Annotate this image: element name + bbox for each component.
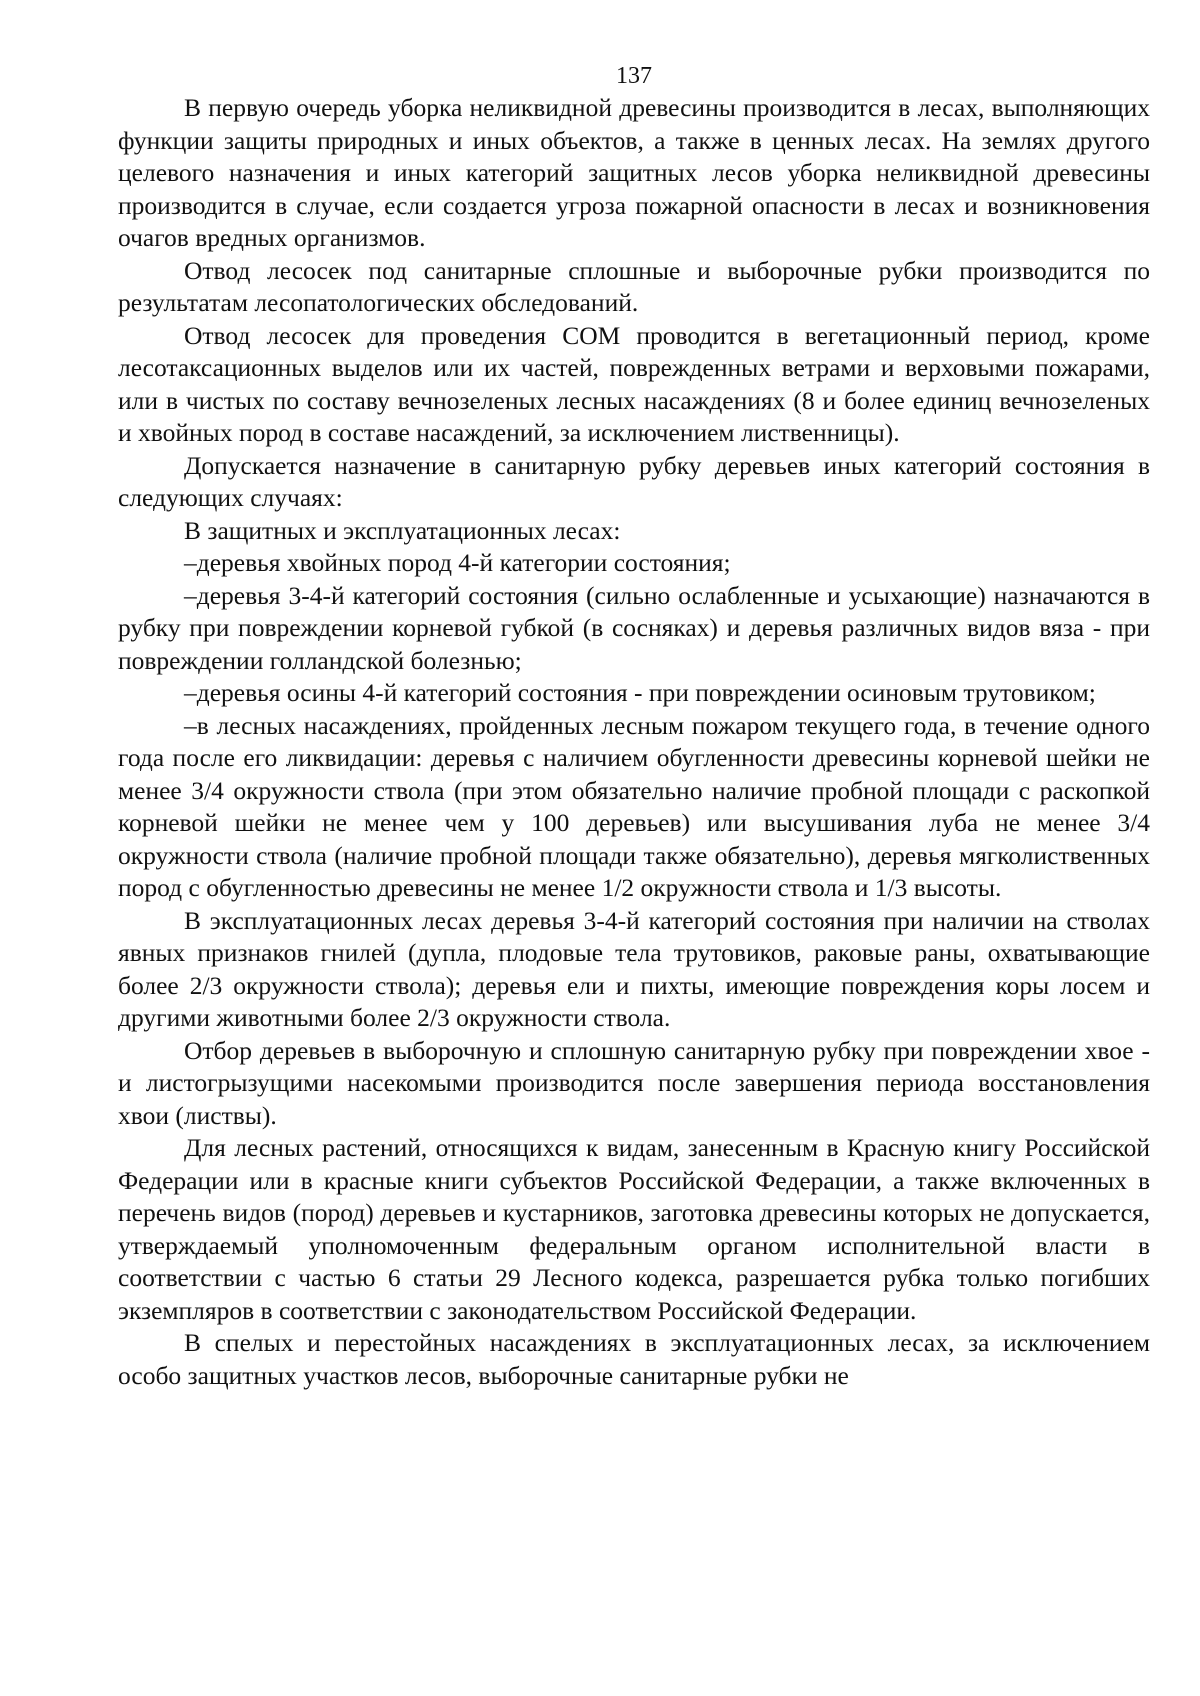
paragraph-9: В спелых и перестойных насаждениях в эксплуатационных лесах, за исключением особо защитных участков лесов, выборочные санитарные рубки не [118, 1328, 1150, 1390]
paragraph-4: Допускается назначение в санитарную рубку деревьев иных категорий состояния в следующих случаях: [118, 450, 1150, 512]
page-number: 137 [616, 63, 652, 89]
list-item-3: –деревья осины 4-й категорий состояния - при повреждении осиновым трутовиком; [184, 678, 1096, 707]
paragraph-6: В эксплуатационных лесах деревья 3-4-й категорий состояния при наличии на стволах явных признаков гнилей (дупла, плодовые тела трутовиков, раковые раны, охватывающие более 2/3 окружности ствола); деревья ели и пихты, имеющие повреждения коры лосем и другими животными более 2/3 окружности ствола. [118, 905, 1150, 1032]
list-item-1: –деревья хвойных пород 4-й категории состояния; [184, 548, 731, 577]
list-item-4: –в лесных насаждениях, пройденных лесным пожаром текущего года, в течение одного года после его ликвидации: деревья с наличием обугленности древесины корневой шейки не менее 3/4 окружности ствола (при этом обязательно наличие пробной площади с раскопкой корневой шейки не менее чем у 100 деревьев) или высушивания луба не менее 3/4 окружности ствола (наличие пробной площади также обязательно), деревья мягколиственных пород с обугленностью древесины не менее 1/2 окружности ствола и 1/3 высоты. [118, 710, 1150, 902]
list-item-2: –деревья 3-4-й категорий состояния (сильно ослабленные и усыхающие) назначаются в рубку при повреждении корневой губкой (в сосняках) и деревья различных видов вяза - при повреждении голландской болезнью; [118, 580, 1150, 675]
paragraph-7: Отбор деревьев в выборочную и сплошную санитарную рубку при повреждении хвое - и листогрызущими насекомыми производится после завершения периода восстановления хвои (листвы). [118, 1035, 1150, 1130]
paragraph-2: Отвод лесосек под санитарные сплошные и выборочные рубки производится по результатам лесопатологических обследований. [118, 255, 1150, 317]
paragraph-5: В защитных и эксплуатационных лесах: [184, 515, 621, 545]
paragraph-1: В первую очередь уборка неликвидной древесины производится в лесах, выполняющих функции защиты природных и иных объектов, а также в ценных лесах. На землях другого целевого назначения и иных категорий защитных лесов уборка неликвидной древесины производится в случае, если создается угроза пожарной опасности в лесах и возникновения очагов вредных организмов. [118, 93, 1150, 252]
paragraph-3: Отвод лесосек для проведения СОМ проводится в вегетационный период, кроме лесотаксационных выделов или их частей, поврежденных ветрами и верховыми пожарами, или в чистых по составу вечнозеленых лесных насаждениях (8 и более единиц вечнозеленых и хвойных пород в составе насаждений, за исключением лиственницы). [118, 320, 1150, 447]
paragraph-8: Для лесных растений, относящихся к видам, занесенным в Красную книгу Российской Федерации или в красные книги субъектов Российской Федерации, а также включенных в перечень видов (пород) деревьев и кустарников, заготовка древесины которых не допускается, утверждаемый уполномоченным федеральным органом исполнительной власти в соответствии с частью 6 статьи 29 Лесного кодекса, разрешается рубка только погибших экземпляров в соответствии с законодательством Российской Федерации. [118, 1133, 1150, 1325]
document-page [118, 62, 1150, 1392]
